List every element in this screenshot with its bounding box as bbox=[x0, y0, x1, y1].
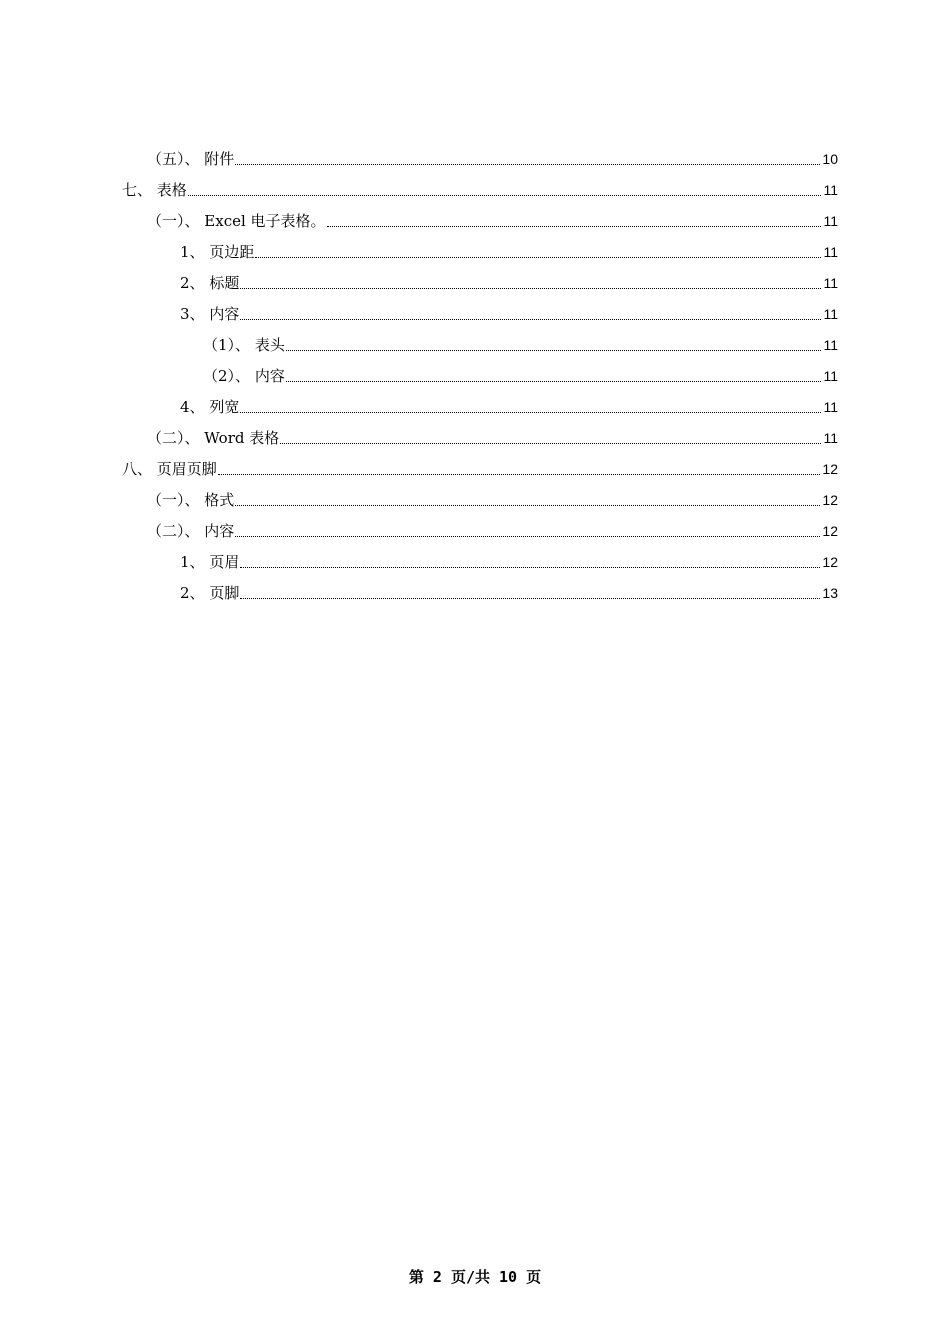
toc-entry[interactable] bbox=[0, 169, 838, 200]
toc-entry-number: （五）、 bbox=[147, 150, 205, 168]
toc-entry-title: Word 表格 bbox=[204, 429, 280, 447]
toc-entry-number: 七、 bbox=[122, 181, 157, 199]
toc-entry-page: 11 bbox=[823, 368, 838, 384]
toc-entry-title: 内容 bbox=[209, 305, 240, 323]
toc-entry-number: （一）、 bbox=[147, 491, 205, 509]
toc-leader-dots bbox=[240, 287, 821, 289]
toc-entry-page: 11 bbox=[823, 182, 838, 198]
toc-entry[interactable] bbox=[0, 417, 838, 448]
toc-entry-title: 页眉页脚 bbox=[156, 460, 217, 478]
page-footer: 第 2 页/共 10 页 bbox=[408, 1268, 542, 1286]
toc-entry[interactable] bbox=[0, 572, 838, 603]
toc-entry-page: 11 bbox=[823, 244, 838, 260]
toc-entry[interactable] bbox=[0, 293, 838, 324]
toc-entry-page: 12 bbox=[822, 492, 838, 508]
toc-entry-title: 表头 bbox=[254, 336, 285, 354]
toc-leader-dots bbox=[286, 380, 822, 382]
toc-entry-number: 1、 bbox=[180, 243, 210, 261]
toc-entry-page: 10 bbox=[822, 151, 838, 167]
toc-entry-number: 1、 bbox=[180, 553, 210, 571]
toc-entry[interactable] bbox=[0, 138, 838, 169]
toc-entry[interactable] bbox=[0, 200, 838, 231]
toc-leader-dots bbox=[235, 163, 820, 165]
toc-entry-number: （一）、 bbox=[147, 212, 205, 230]
toc-entry[interactable] bbox=[0, 448, 838, 479]
toc-entry-page: 12 bbox=[822, 554, 838, 570]
toc-entry-number: （二）、 bbox=[147, 522, 205, 540]
toc-leader-dots bbox=[218, 473, 821, 475]
toc-leader-dots bbox=[235, 535, 820, 537]
toc-entry-page: 11 bbox=[823, 306, 838, 322]
toc-entry[interactable] bbox=[0, 479, 838, 510]
toc-entry-title: 页边距 bbox=[209, 243, 255, 261]
toc-entry-page: 11 bbox=[823, 275, 838, 291]
toc-entry-number: 3、 bbox=[180, 305, 210, 323]
toc-leader-dots bbox=[240, 566, 820, 568]
toc-entry-title: 格式 bbox=[204, 491, 235, 509]
toc-leader-dots bbox=[188, 194, 822, 196]
toc-entry-page: 11 bbox=[823, 399, 838, 415]
toc-entry-number: 八、 bbox=[122, 460, 157, 478]
toc-entry[interactable] bbox=[0, 231, 838, 262]
toc-leader-dots bbox=[240, 411, 821, 413]
toc-entry-number: （二）、 bbox=[147, 429, 205, 447]
toc-entry[interactable] bbox=[0, 541, 838, 572]
toc-entry[interactable] bbox=[0, 386, 838, 417]
toc-entry[interactable] bbox=[0, 355, 838, 386]
toc-entry[interactable] bbox=[0, 510, 838, 541]
toc-leader-dots bbox=[327, 225, 822, 227]
toc-leader-dots bbox=[280, 442, 821, 444]
toc-entry-page: 12 bbox=[822, 523, 838, 539]
toc-entry-page: 12 bbox=[822, 461, 838, 477]
toc-leader-dots bbox=[240, 597, 820, 599]
toc-entry-title: 附件 bbox=[204, 150, 235, 168]
toc-leader-dots bbox=[235, 504, 820, 506]
toc-entry-page: 13 bbox=[822, 585, 838, 601]
toc-entry-title: 页眉 bbox=[209, 553, 240, 571]
table-of-contents bbox=[0, 138, 950, 603]
toc-leader-dots bbox=[255, 256, 821, 258]
toc-entry-number: 2、 bbox=[180, 274, 210, 292]
toc-entry-title: 表格 bbox=[156, 181, 187, 199]
toc-entry-number: 4、 bbox=[180, 398, 210, 416]
toc-entry-title: 标题 bbox=[209, 274, 240, 292]
toc-entry-page: 11 bbox=[823, 337, 838, 353]
toc-entry-title: 页脚 bbox=[209, 584, 240, 602]
toc-leader-dots bbox=[240, 318, 821, 320]
toc-entry[interactable] bbox=[0, 324, 838, 355]
toc-entry-title: 列宽 bbox=[209, 398, 240, 416]
toc-entry[interactable] bbox=[0, 262, 838, 293]
toc-entry-number: （1）、 bbox=[203, 336, 255, 354]
toc-entry-page: 11 bbox=[823, 430, 838, 446]
toc-entry-number: （2）、 bbox=[203, 367, 255, 385]
toc-entry-title: 内容 bbox=[204, 522, 235, 540]
toc-leader-dots bbox=[286, 349, 822, 351]
toc-entry-number: 2、 bbox=[180, 584, 210, 602]
toc-entry-title: 内容 bbox=[254, 367, 285, 385]
toc-entry-title: Excel 电子表格。 bbox=[204, 212, 326, 230]
toc-entry-page: 11 bbox=[823, 213, 838, 229]
